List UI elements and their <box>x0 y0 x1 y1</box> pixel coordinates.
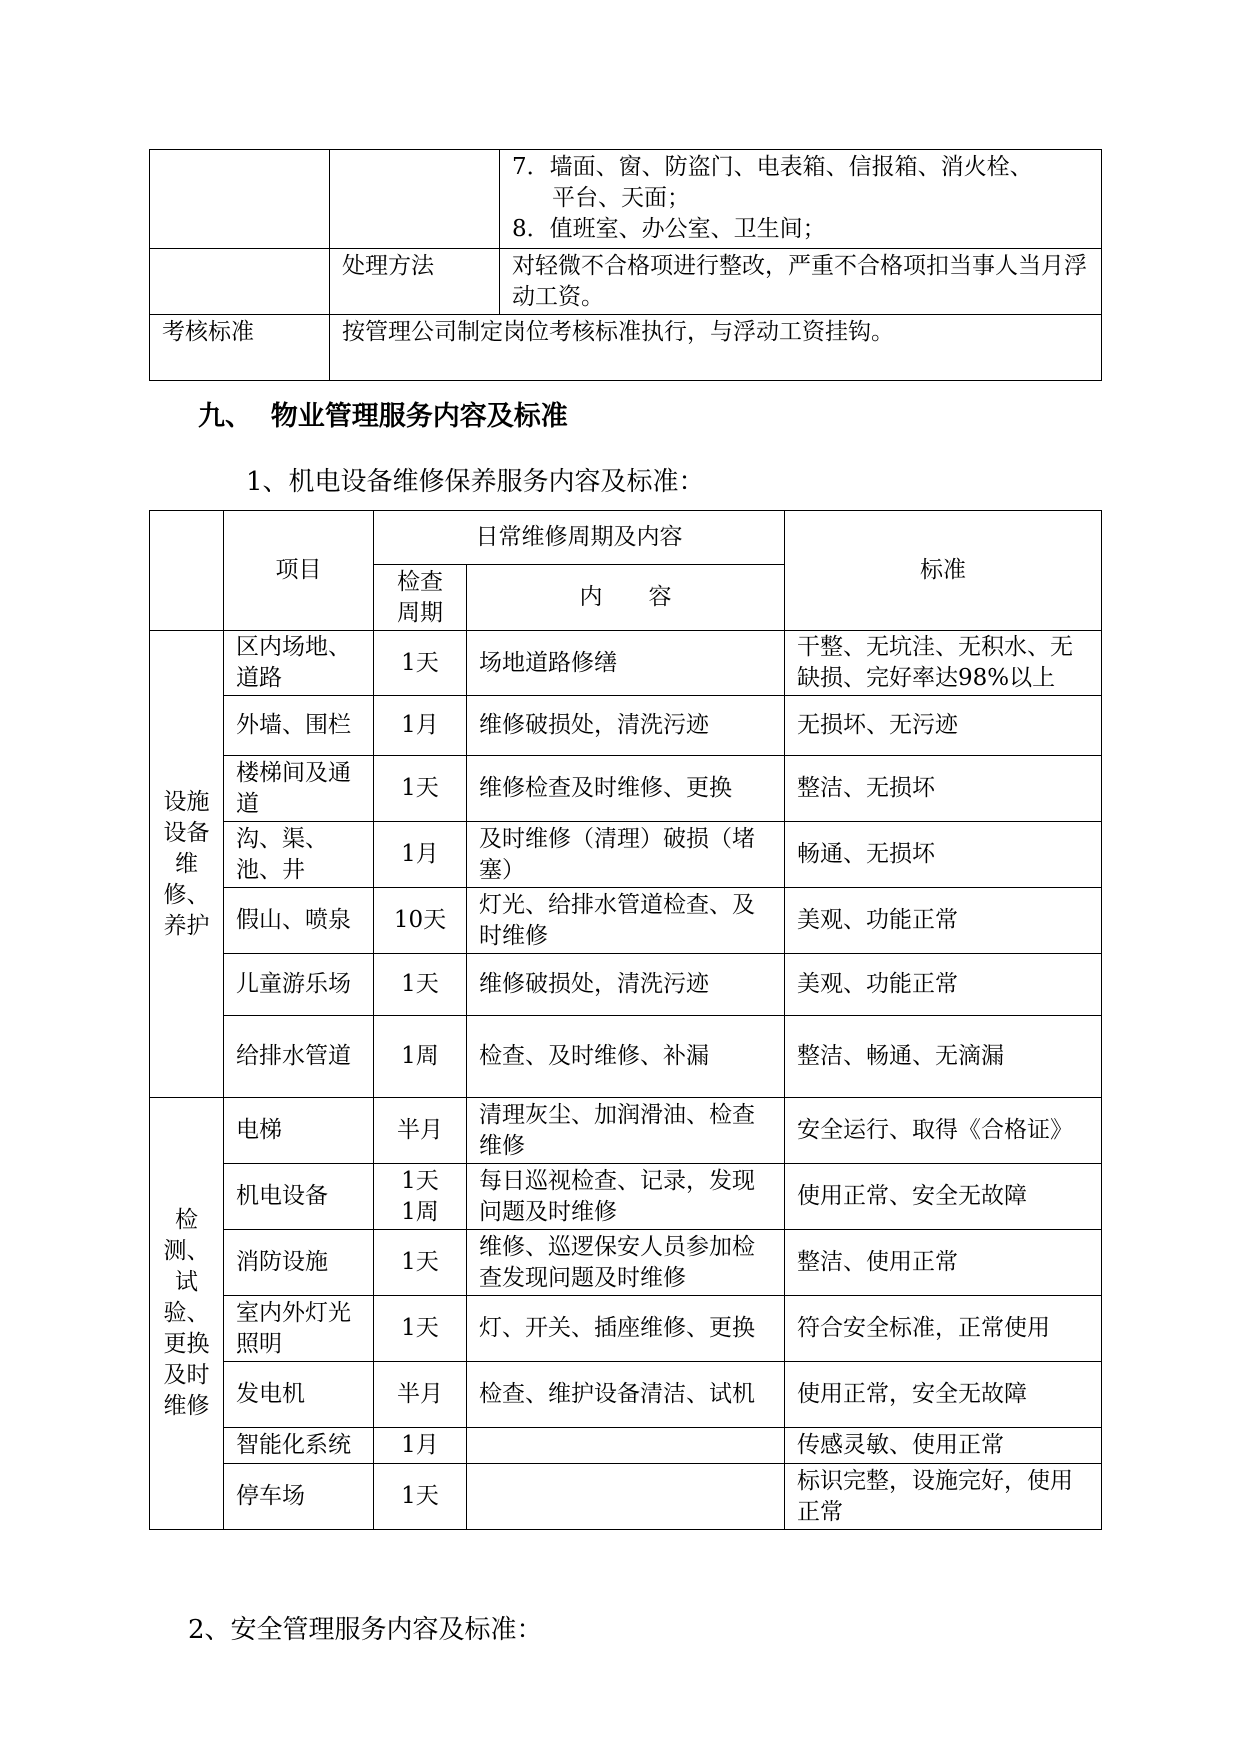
content-cell: 检查、维护设备清洁、试机 <box>467 1362 785 1428</box>
table-row <box>150 954 1102 1016</box>
content-cell <box>467 1464 785 1530</box>
section-heading: 九、 物业管理服务内容及标准 <box>198 401 568 432</box>
table-row <box>150 756 1102 822</box>
handling-method-label: 处理方法 <box>330 249 500 315</box>
assessment-standard-label: 考核标准 <box>150 315 330 381</box>
header-item: 项目 <box>224 511 374 631</box>
item-cell: 区内场地、道路 <box>224 631 374 696</box>
group-label: 设施设备维修、养护 <box>150 631 224 1098</box>
item-cell: 室内外灯光照明 <box>224 1296 374 1362</box>
standard-cell: 符合安全标准，正常使用 <box>785 1296 1102 1362</box>
header-standard: 标准 <box>785 511 1102 631</box>
handling-method-text: 对轻微不合格项进行整改，严重不合格项扣当事人当月浮动工资。 <box>500 249 1102 315</box>
header-daily: 日常维修周期及内容 <box>374 511 785 565</box>
period-cell: 1天 <box>374 756 467 822</box>
standard-cell: 畅通、无损坏 <box>785 822 1102 888</box>
table-row <box>150 1428 1102 1464</box>
table-row <box>150 1098 1102 1164</box>
standard-cell: 安全运行、取得《合格证》 <box>785 1098 1102 1164</box>
item-cell: 消防设施 <box>224 1230 374 1296</box>
table-row <box>150 822 1102 888</box>
table-row <box>150 1016 1102 1098</box>
list-line: 平台、天面； <box>552 185 690 211</box>
period-cell: 半月 <box>374 1098 467 1164</box>
header-row <box>150 511 1102 565</box>
period-cell: 1周 <box>374 1016 467 1098</box>
header-period: 检查周期 <box>374 565 467 631</box>
table-row <box>150 1164 1102 1230</box>
table-row <box>150 1362 1102 1428</box>
empty-header-cell <box>150 511 224 631</box>
period-cell: 1天 <box>374 1230 467 1296</box>
empty-cell <box>150 249 330 315</box>
content-cell: 场地道路修缮 <box>467 631 785 696</box>
top-table <box>149 149 1102 381</box>
header-content: 内 容 <box>467 565 785 631</box>
standard-cell: 使用正常、安全无故障 <box>785 1164 1102 1230</box>
table-row <box>150 315 1102 381</box>
period-cell: 1天 <box>374 954 467 1016</box>
standard-cell: 整洁、无损坏 <box>785 756 1102 822</box>
item-cell: 外墙、围栏 <box>224 696 374 756</box>
standard-cell: 干整、无坑洼、无积水、无缺损、完好率达98%以上 <box>785 631 1102 696</box>
standard-cell: 整洁、使用正常 <box>785 1230 1102 1296</box>
period-cell: 1天 1周 <box>374 1164 467 1230</box>
item-cell: 给排水管道 <box>224 1016 374 1098</box>
table-row <box>150 1464 1102 1530</box>
item-cell: 电梯 <box>224 1098 374 1164</box>
content-cell: 维修、巡逻保安人员参加检查发现问题及时维修 <box>467 1230 785 1296</box>
assessment-standard-text: 按管理公司制定岗位考核标准执行，与浮动工资挂钩。 <box>330 315 1102 381</box>
content-cell: 每日巡视检查、记录，发现问题及时维修 <box>467 1164 785 1230</box>
content-cell: 灯光、给排水管道检查、及时维修 <box>467 888 785 954</box>
standard-cell: 整洁、畅通、无滴漏 <box>785 1016 1102 1098</box>
item-cell: 楼梯间及通道 <box>224 756 374 822</box>
item-cell: 停车场 <box>224 1464 374 1530</box>
content-cell: 维修破损处，清洗污迹 <box>467 954 785 1016</box>
content-cell: 灯、开关、插座维修、更换 <box>467 1296 785 1362</box>
standard-cell: 美观、功能正常 <box>785 888 1102 954</box>
item-cell: 沟、渠、池、井 <box>224 822 374 888</box>
standard-cell: 美观、功能正常 <box>785 954 1102 1016</box>
empty-cell <box>150 150 330 249</box>
empty-cell <box>330 150 500 249</box>
item-cell: 智能化系统 <box>224 1428 374 1464</box>
table-row <box>150 1230 1102 1296</box>
content-cell: 检查、及时维修、补漏 <box>467 1016 785 1098</box>
period-cell: 10天 <box>374 888 467 954</box>
content-cell: 维修破损处，清洗污迹 <box>467 696 785 756</box>
item-cell: 假山、喷泉 <box>224 888 374 954</box>
table-row <box>150 1296 1102 1362</box>
group-label: 检测、试验、更换及时维修 <box>150 1098 224 1530</box>
period-cell: 1天 <box>374 1464 467 1530</box>
content-cell: 维修检查及时维修、更换 <box>467 756 785 822</box>
equipment-maintenance-table <box>149 510 1102 1530</box>
period-cell: 1月 <box>374 1428 467 1464</box>
table-row <box>150 150 1102 249</box>
period-cell: 1天 <box>374 1296 467 1362</box>
content-cell <box>467 1428 785 1464</box>
period-cell: 1月 <box>374 822 467 888</box>
table-row <box>150 249 1102 315</box>
item-cell: 儿童游乐场 <box>224 954 374 1016</box>
item-cell: 机电设备 <box>224 1164 374 1230</box>
standard-cell: 传感灵敏、使用正常 <box>785 1428 1102 1464</box>
period-cell: 1天 <box>374 631 467 696</box>
content-cell: 及时维修（清理）破损（堵塞） <box>467 822 785 888</box>
standard-cell: 使用正常，安全无故障 <box>785 1362 1102 1428</box>
list-line: 7．墙面、窗、防盗门、电表箱、信报箱、消火栓、 <box>512 154 1033 180</box>
period-cell: 1月 <box>374 696 467 756</box>
subheading-equipment: 1、机电设备维修保养服务内容及标准： <box>246 467 705 497</box>
list-line: 8．值班室、办公室、卫生间； <box>512 216 826 242</box>
table-row <box>150 631 1102 696</box>
inspection-list-cell <box>500 150 1102 249</box>
content-cell: 清理灰尘、加润滑油、检查维修 <box>467 1098 785 1164</box>
item-cell: 发电机 <box>224 1362 374 1428</box>
standard-cell: 无损坏、无污迹 <box>785 696 1102 756</box>
table-row <box>150 888 1102 954</box>
subheading-security: 2、安全管理服务内容及标准： <box>188 1615 543 1645</box>
standard-cell: 标识完整，设施完好，使用正常 <box>785 1464 1102 1530</box>
table-row <box>150 696 1102 756</box>
period-cell: 半月 <box>374 1362 467 1428</box>
